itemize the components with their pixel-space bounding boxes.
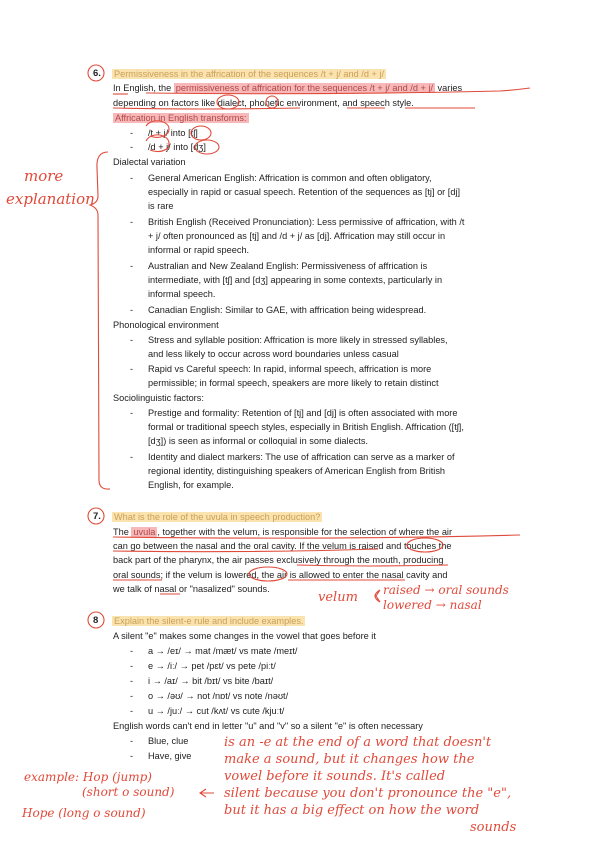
list-item: and less likely to occur across word boundaries unless casual [148,349,399,359]
list-item: General American English: Affrication is common and often obligatory, [148,173,432,183]
list-item: a → /eɪ/ → mat /mæt/ vs mate /meɪt/ [148,646,298,656]
list-item: Identity and dialect markers: The use of affrication can serve as a marker of [148,452,455,462]
ink-circle [191,126,211,140]
ink-underline [146,88,530,94]
list-item: formal or traditional speech styles, especially in British English. Affrication ([tʃ], [148,422,464,432]
ink-circle [266,96,278,108]
ink-circle [88,508,104,524]
handwritten-example: (short o sound) [82,785,175,799]
bullet-dash: - [130,217,134,227]
handwritten-note-line: is an -e at the end of a word that doesn't [224,735,492,750]
list-item: e → /iː/ → pet /pɛt/ vs pete /piːt/ [148,661,276,671]
list-item: Rapid vs Careful speech: In rapid, informal speech, affrication is more [148,364,432,374]
list-item: Stress and syllable position: Affrication is more likely in stressed syllables, [148,335,448,345]
handwritten-lowered: lowered → nasal [383,598,482,612]
handwritten-note-line: sounds [470,820,517,835]
list-item: Canadian English: Similar to GAE, with affrication being widespread. [148,305,427,315]
ink-circle [88,65,104,81]
handwritten-note-line: silent because you don't pronounce the "e", [224,786,512,801]
phon-title: Phonological environment [113,320,219,330]
bullet-dash: - [130,452,134,462]
list-item: /d + j/ into [dʒ] [148,142,206,152]
handwritten-example: Hope (long o sound) [22,806,146,820]
ink-circle [88,612,104,628]
q8-ending: English words can't end in letter "u" and "v" so a silent "e" is often necessary [113,721,423,731]
ink-underline [113,549,378,552]
q7-line: oral sounds; if the velum is lowered, the air is allowed to enter the nasal cavity and [113,570,448,580]
bullet-dash: - [130,676,134,686]
q7-line: we talk of nasal or "nasalized" sounds. [113,584,270,594]
list-item: permissible; in formal speech, speakers are more likely to retain distinct [148,378,439,388]
handwritten-explanation: explanation [6,190,95,208]
bullet-dash: - [130,751,134,761]
list-item: /t + j/ into [tʃ] [148,128,198,138]
list-item: is rare [148,201,174,211]
bullet-dash: - [130,173,134,183]
q6-heading: Permissiveness in the affrication of the sequences /t + j/ and /d + j/ [114,69,384,79]
list-item: Have, give [148,751,192,761]
list-item: o → /əʊ/ → not /nɒt/ vs note /nəʊt/ [148,691,289,701]
q8-intro: A silent "e" makes some changes in the vowel that goes before it [113,631,376,641]
bullet-dash: - [130,646,134,656]
handwritten-velum: velum [318,590,358,605]
list-item: Blue, clue [148,736,189,746]
list-item: u → /juː/ → cut /kʌt/ vs cute /kjuːt/ [148,706,285,716]
q8-number: 8 [93,615,99,626]
q6-number: 6. [93,68,101,79]
bullet-dash: - [130,305,134,315]
ink-circle [407,538,443,552]
list-item: - [130,128,134,138]
handwritten-note-line: vowel before it sounds. It's called [224,769,446,784]
list-item: informal speech. [148,289,216,299]
q6-transforms-label: Affrication in English transforms: [115,113,247,123]
list-item: English, for example. [148,480,234,490]
list-item: especially in rapid or casual speech. Retention of the sequences as [tj] or [dj] [148,187,461,197]
list-item: + j/ often pronounced as [tj] and /d + j/ as [dj]. Affrication may still occur in [148,231,446,241]
handwritten-more: more [24,167,64,185]
list-item: [dʒ]) is seen as informal or colloquial in some dialects. [148,436,368,446]
list-item: Prestige and formality: Retention of [tj] and [dj] is often associated with more [148,408,458,418]
list-item: - [130,142,134,152]
ink-brace [90,152,110,489]
handwritten-raised: raised → oral sounds [383,583,509,597]
ink-underline [297,565,448,566]
q7-heading: What is the role of the uvula in speech production? [114,512,321,522]
list-item: intermediate, with [tʃ] and [dʒ] appearing in some contexts, particularly in [148,275,443,285]
q7-line: back part of the pharynx, the air passes exclusively through the mouth, producing [113,555,444,565]
bullet-dash: - [130,261,134,271]
socio-title: Sociolinguistic factors: [113,393,204,403]
list-item: i → /aɪ/ → bit /bɪt/ vs bite /baɪt/ [148,676,274,686]
q6-paragraph-line2: depending on factors like dialect, phonetic environment, and speech style. [113,98,414,108]
bullet-dash: - [130,691,134,701]
ink-arrow [200,789,214,797]
ink-circle [249,567,287,581]
handwritten-example: example: Hop (jump) [24,770,152,784]
ink-circle [195,140,219,154]
dialect-title: Dialectal variation [113,157,186,167]
q7-line: can go between the nasal and the oral cavity. If the velum is raised and touches the [113,541,452,551]
list-item: Australian and New Zealand English: Permissiveness of affrication is [148,261,428,271]
q6-paragraph-line1: In English, the permissiveness of affrication for the sequences /t + j/ and /d + j/ varies [113,83,463,93]
bullet-dash: - [130,335,134,345]
bullet-dash: - [130,364,134,374]
handwritten-note-line: but it has a big effect on how the word [224,803,480,818]
list-item: regional identity, distinguishing speakers of American English from British [148,466,446,476]
ink-circle [217,95,239,109]
bullet-dash: - [130,706,134,716]
q7-line: The uvula , together with the velum, is responsible for the selection of where the air [113,527,453,537]
list-item: informal or rapid speech. [148,245,250,255]
q7-number: 7. [93,511,101,522]
bullet-dash: - [130,661,134,671]
handwritten-note-line: make a sound, but it changes how the [224,752,475,767]
bullet-dash: - [130,736,134,746]
list-item: British English (Received Pronunciation): Less permissive of affrication, with /t [148,217,465,227]
q8-heading: Explain the silent-e rule and include examples. [114,616,304,626]
ink-brace [375,590,380,602]
bullet-dash: - [130,408,134,418]
ink-underline [113,535,520,538]
